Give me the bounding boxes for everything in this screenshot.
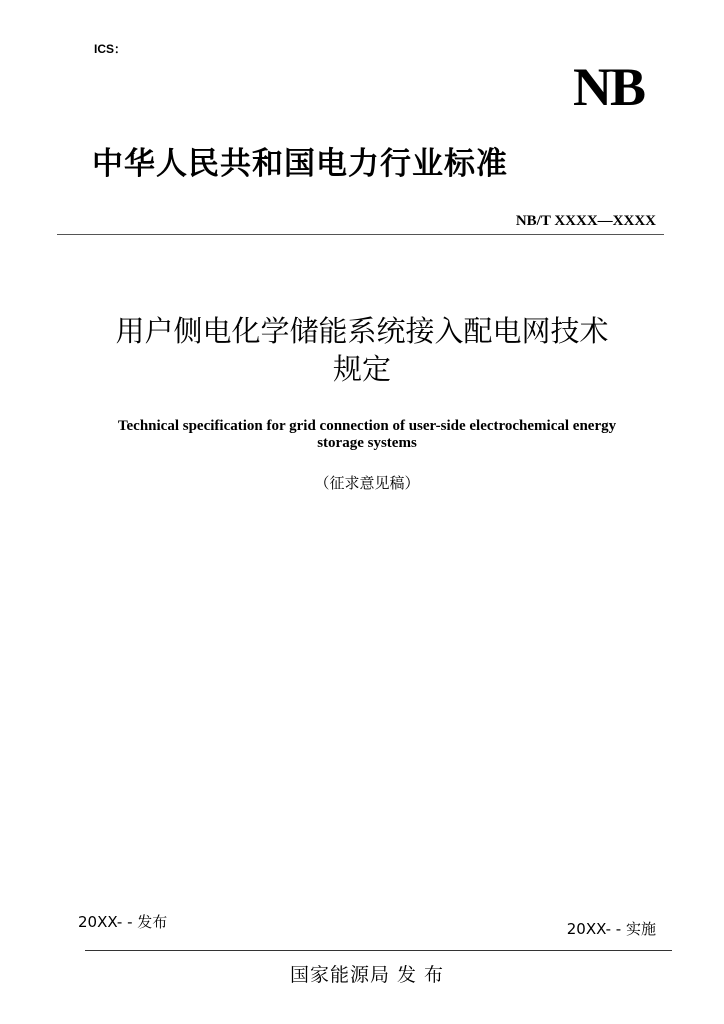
draft-status: （征求意见稿） bbox=[314, 474, 420, 492]
title-en-line1: Technical specification for grid connection of user-side electrochemical energy bbox=[117, 418, 617, 434]
title-en-line2: storage systems bbox=[317, 435, 417, 451]
title-cn-line2: 规定 bbox=[332, 352, 391, 386]
issue-date: 20XX- - 发布 bbox=[78, 913, 168, 931]
document-title-en bbox=[62, 418, 672, 452]
bottom-divider bbox=[85, 950, 672, 951]
standard-title: 中华人民共和国电力行业标准 bbox=[92, 146, 508, 182]
issuer: 国家能源局 发 布 bbox=[289, 964, 445, 986]
top-divider bbox=[57, 234, 664, 235]
ics-label: ICS： bbox=[94, 42, 127, 56]
document-title-cn bbox=[62, 312, 662, 388]
title-cn-line1: 用户侧电化学储能系统接入配电网技术 bbox=[115, 314, 609, 348]
implementation-date: 20XX- - 实施 bbox=[566, 920, 656, 938]
nb-logo: NB bbox=[572, 57, 644, 117]
standard-number: NB/T XXXX—XXXX bbox=[515, 213, 656, 229]
